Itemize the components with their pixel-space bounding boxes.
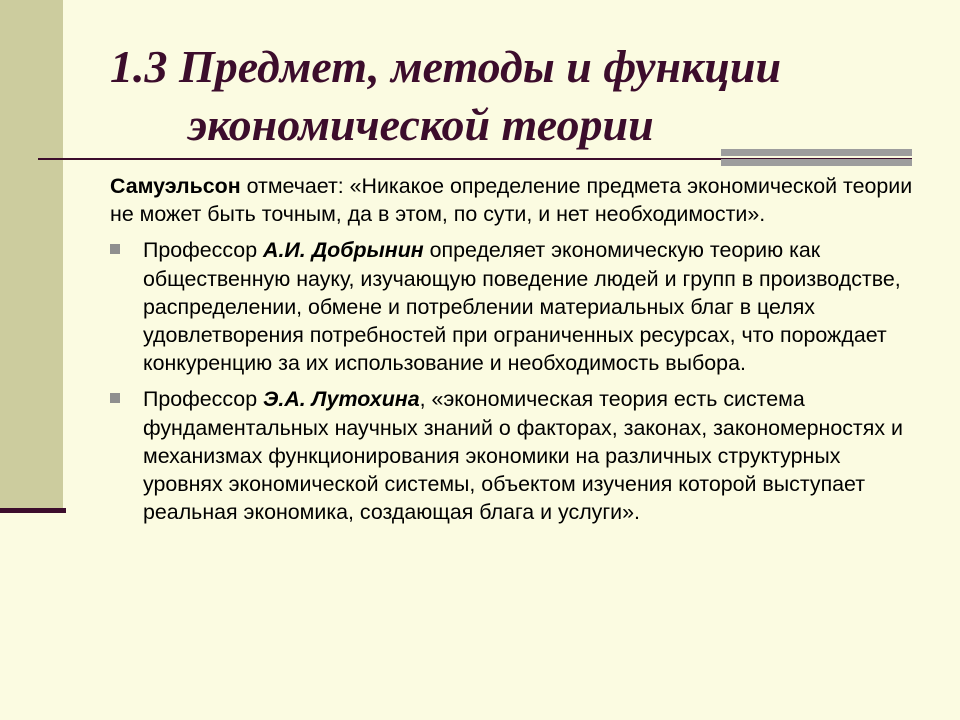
definition-dobrynin: определяет экономическую теорию как общественную науку, изучающую поведение людей и групп в производстве, распределении, обмене и потреблении материальных благ в целях удовлетворения потребностей при ограниченных ресурсах, что порождает конкуренцию за их использование и необходимость выбора. <box>143 238 901 376</box>
paragraph-samuelson <box>110 172 920 228</box>
title-line-1: 1.3 Предмет, методы и функции <box>110 41 782 92</box>
left-band-underline <box>0 508 66 513</box>
title-line-2: экономической теории <box>188 99 654 150</box>
paragraph-text <box>110 172 920 228</box>
quote-samuelson: отмечает: «Никакое определение предмета экономической теории не может быть точным, да в этом, по сути, и нет необходимости». <box>110 174 913 227</box>
title-accent-bars <box>721 149 912 166</box>
author-name-lutokhina: Э.А. Лутохина <box>263 387 420 412</box>
left-decorative-band <box>0 0 63 510</box>
slide-body <box>110 172 920 526</box>
author-name-dobrynin: А.И. Добрынин <box>263 238 424 263</box>
square-bullet-icon <box>110 244 120 254</box>
slide-title <box>110 38 930 154</box>
list-item-dobrynin <box>110 236 920 377</box>
list-item-text <box>143 236 920 377</box>
definition-lutokhina: , «экономическая теория есть система фундаментальных научных знаний о факторах, законах, закономерностях и механизмах функционирования экономики на различных структурных уровнях экономической системы, объектом изучения которой выступает реальная экономика, создающая блага и услуги». <box>143 387 903 525</box>
prefix-professor: Профессор <box>143 238 264 263</box>
author-name-samuelson: Самуэльсон <box>110 174 241 198</box>
square-bullet-icon <box>110 393 120 403</box>
list-item-lutokhina <box>110 385 920 526</box>
prefix-professor: Профессор <box>143 387 264 412</box>
list-item-text <box>143 385 920 526</box>
